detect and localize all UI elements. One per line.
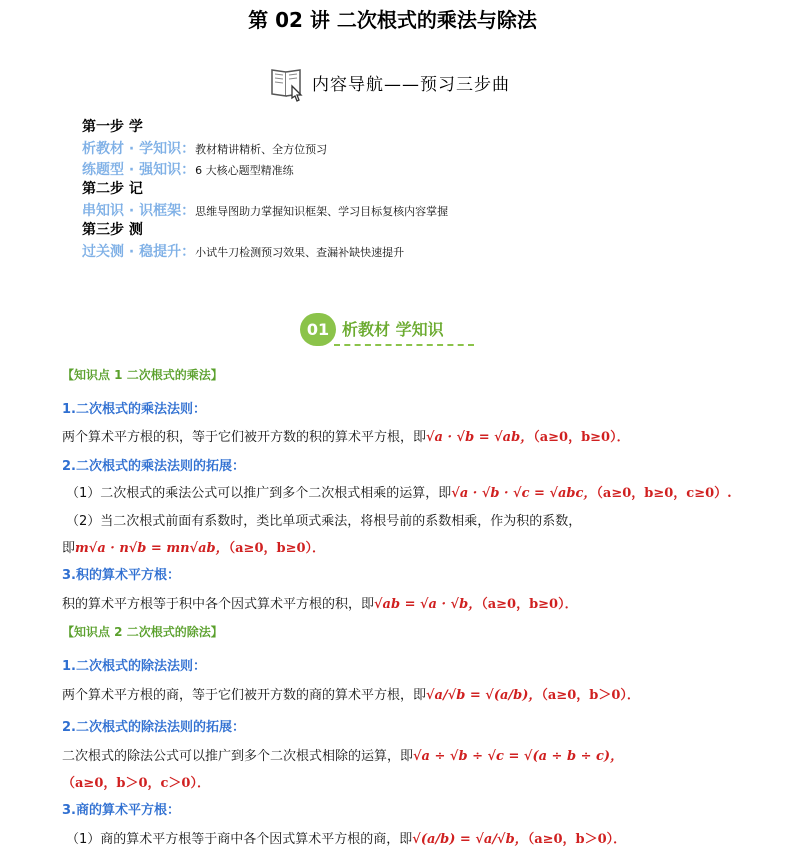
rule-text — [66, 482, 732, 501]
step-desc: 思维导图助力掌握知识框架、学习目标复核内容掌握 — [195, 205, 449, 218]
section-number-badge: 01 — [300, 313, 336, 346]
step-key: 串知识 · 识框架： — [82, 203, 196, 219]
step-heading: 第三步 测 — [82, 222, 143, 238]
step-key: 析教材 · 学知识： — [82, 141, 196, 157]
formula: √a/√b = √(a/b)， — [426, 688, 542, 703]
step-heading: 第一步 学 — [82, 119, 143, 135]
formula: √a ÷ √b ÷ √c = √(a ÷ b ÷ c)， — [413, 749, 624, 764]
text: （1）二次根式的乘法公式可以推广到多个二次根式相乘的运算，即 — [66, 486, 452, 501]
formula: √(a/b) = √a/√b， — [412, 832, 528, 847]
condition: （a≥0，b≥0）． — [481, 597, 578, 612]
rule-text — [62, 772, 210, 791]
book-pointer-icon — [268, 62, 308, 102]
rule-text — [62, 537, 325, 556]
page-title: 第 02 讲 二次根式的乘法与除法 — [248, 8, 537, 32]
rule-text — [62, 426, 630, 445]
step-line — [82, 240, 448, 261]
text: 积的算术平方根等于积中各个因式算术平方根的积，即 — [62, 597, 375, 612]
text: 即 — [62, 541, 76, 556]
condition: （a≥0，b＞0，c＞0）． — [62, 776, 210, 791]
step-line — [82, 199, 448, 220]
condition: （a≥0，b＞0）． — [541, 688, 640, 703]
content-navigation-banner — [268, 62, 510, 102]
step-heading: 第二步 记 — [82, 181, 143, 197]
step-line — [82, 158, 448, 179]
step-line — [82, 137, 448, 158]
condition: （a≥0，b≥0）． — [533, 430, 630, 445]
text: （1）商的算术平方根等于商中各个因式算术平方根的商，即 — [66, 832, 413, 847]
study-steps — [82, 117, 448, 261]
formula: √a · √b · √c = √abc， — [451, 486, 597, 501]
step-desc: 6 大核心题型精准练 — [195, 164, 294, 177]
rule-text — [62, 593, 578, 612]
step-desc: 小试牛刀检测预习效果、查漏补缺快速提升 — [195, 246, 405, 259]
step-key: 练题型 · 强知识： — [82, 162, 196, 178]
rule-text — [62, 684, 640, 703]
knowledge-point-heading: 【知识点 1 二次根式的乘法】 — [62, 368, 223, 382]
text: 二次根式的除法公式可以推广到多个二次根式相除的运算，即 — [62, 749, 414, 764]
knowledge-point-heading: 【知识点 2 二次根式的除法】 — [62, 625, 223, 639]
formula: √ab = √a · √b， — [374, 597, 482, 612]
condition: （a≥0，b＞0）． — [527, 832, 627, 847]
rule-heading: 1.二次根式的除法法则： — [62, 659, 206, 674]
text: 两个算术平方根的积，等于它们被开方数的积的算术平方根，即 — [62, 430, 427, 445]
section-title: 析教材 学知识 — [342, 320, 444, 339]
text: 两个算术平方根的商，等于它们被开方数的商的算术平方根，即 — [62, 688, 427, 703]
condition: （a≥0，b≥0）． — [228, 541, 326, 556]
rule-text: （2）当二次根式前面有系数时，类比单项式乘法，将根号前的系数相乘，作为积的系数， — [66, 514, 582, 529]
formula: √a · √b = √ab， — [426, 430, 534, 445]
step-desc: 教材精讲精析、全方位预习 — [195, 143, 328, 156]
rule-heading: 2.二次根式的除法法则的拓展： — [62, 720, 245, 735]
rule-heading: 1.二次根式的乘法法则： — [62, 402, 206, 417]
rule-text — [66, 828, 626, 847]
section-divider — [334, 344, 474, 346]
rule-heading: 3.积的算术平方根： — [62, 568, 180, 583]
condition: （a≥0，b≥0，c≥0）. — [596, 486, 732, 501]
rule-heading: 3.商的算术平方根： — [62, 803, 180, 818]
step-key: 过关测 · 稳提升： — [82, 244, 196, 260]
navigation-label: 内容导航——预习三步曲 — [312, 74, 510, 95]
rule-heading: 2.二次根式的乘法法则的拓展： — [62, 459, 245, 474]
formula: m√a · n√b = mn√ab， — [75, 541, 229, 556]
rule-text — [62, 745, 623, 764]
